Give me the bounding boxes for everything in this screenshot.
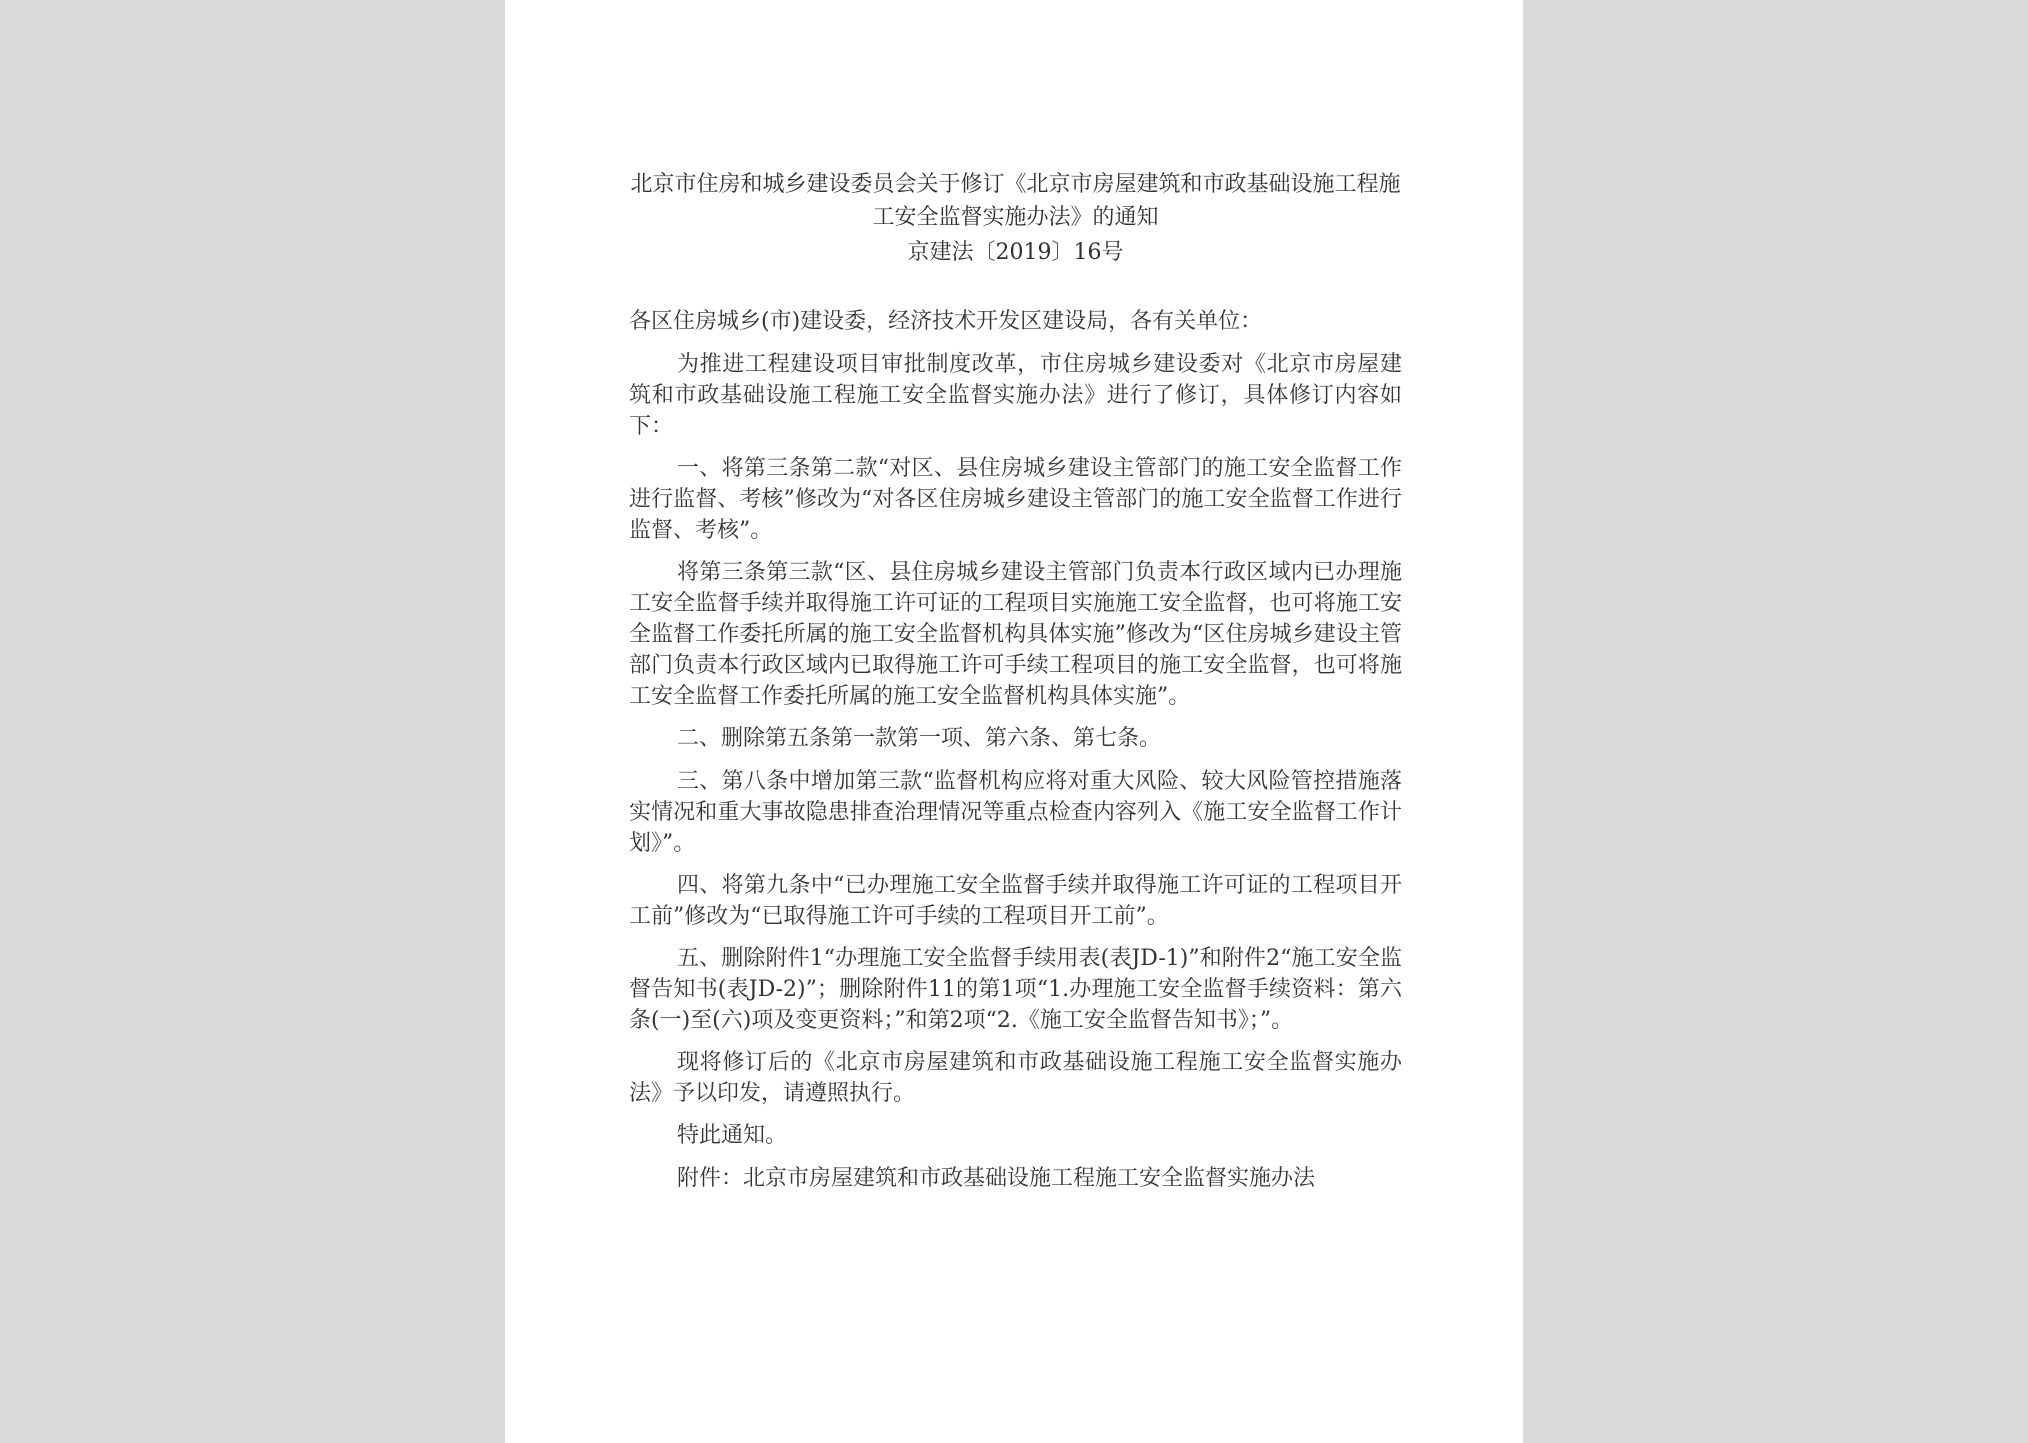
paragraph-item-2: 二、删除第五条第一款第一项、第六条、第七条。	[677, 726, 1162, 751]
paragraph-issuance: 现将修订后的《北京市房屋建筑和市政基础设施工程施工安全监督实施办法》予以印发，请遵照执行。	[629, 1050, 1402, 1106]
salutation: 各区住房城乡(市)建设委，经济技术开发区建设局，各有关单位：	[629, 309, 1263, 334]
document-number: 京建法〔2019〕16号	[907, 240, 1124, 265]
paragraph-item-1: 一、将第三条第二款“对区、县住房城乡建设主管部门的施工安全监督工作进行监督、考核”修改为“对各区住房城乡建设主管部门的施工安全监督工作进行监督、考核”。	[629, 456, 1402, 543]
paragraph-item-5: 五、删除附件1“办理施工安全监督手续用表(表JD-1)”和附件2“施工安全监督告知书(表JD-2)”；删除附件11的第1项“1.办理施工安全监督手续资料：第六条(一)至(六)项及变更资料；”和第2项“2.《施工安全监督告知书》；”。	[629, 946, 1402, 1033]
paragraph-attachment: 附件：北京市房屋建筑和市政基础设施工程施工安全监督实施办法	[677, 1166, 1316, 1191]
paragraph-notice: 特此通知。	[677, 1123, 788, 1148]
paragraph-item-4: 四、将第九条中“已办理施工安全监督手续并取得施工许可证的工程项目开工前”修改为“已取得施工许可手续的工程项目开工前”。	[629, 873, 1402, 929]
paragraph-item-1-cont: 将第三条第三款“区、县住房城乡建设主管部门负责本行政区域内已办理施工安全监督手续并取得施工许可证的工程项目实施施工安全监督，也可将施工安全监督工作委托所属的施工安全监督机构具体实施”修改为“区住房城乡建设主管部门负责本行政区域内已取得施工许可手续工程项目的施工安全监督，也可将施工安全监督工作委托所属的施工安全监督机构具体实施”。	[629, 560, 1402, 709]
paragraph-intro: 为推进工程建设项目审批制度改革，市住房城乡建设委对《北京市房屋建筑和市政基础设施工程施工安全监督实施办法》进行了修订，具体修订内容如下：	[629, 352, 1402, 439]
document-page	[505, 0, 1523, 1443]
document-title: 北京市住房和城乡建设委员会关于修订《北京市房屋建筑和市政基础设施工程施工安全监督实施办法》的通知	[630, 172, 1401, 230]
document-content	[629, 168, 1402, 1206]
paragraph-item-3: 三、第八条中增加第三款“监督机构应将对重大风险、较大风险管控措施落实情况和重大事故隐患排查治理情况等重点检查内容列入《施工安全监督工作计划》”。	[629, 769, 1402, 856]
